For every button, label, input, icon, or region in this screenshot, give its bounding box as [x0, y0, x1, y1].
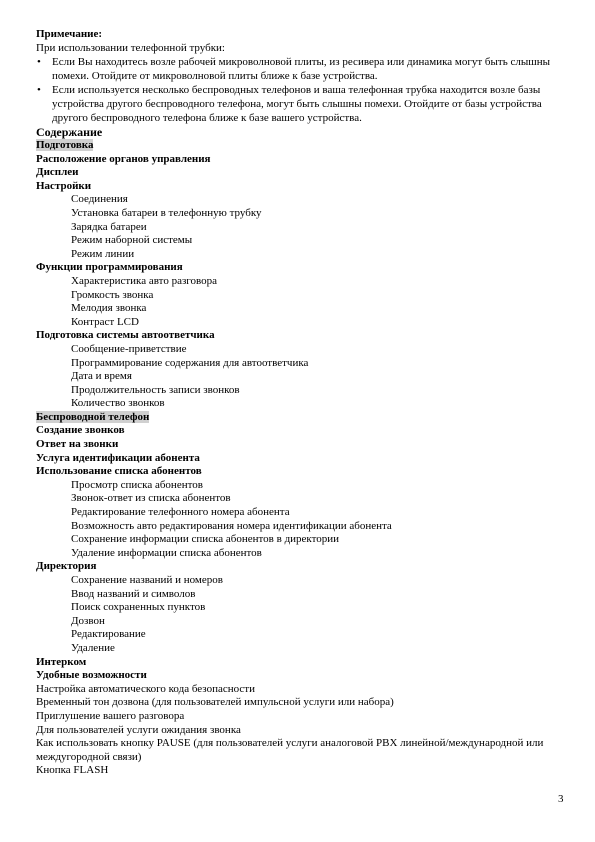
bullet-icon: • — [37, 84, 41, 96]
toc-section-heading — [36, 261, 566, 275]
toc-section-heading — [36, 411, 566, 425]
toc-section-label: Директория — [36, 560, 97, 573]
toc-subitem: Поиск сохраненных пунктов — [71, 601, 206, 614]
toc-subitem: Количество звонков — [71, 397, 165, 410]
toc-subitem: Ввод названий и символов — [71, 587, 196, 600]
toc-subitem: Сохранение названий и номеров — [71, 574, 223, 586]
toc-section-heading — [36, 669, 566, 683]
bullet-icon: • — [37, 56, 41, 68]
note-bullet-text: Если используется несколько беспроводных телефонов и ваша телефонная трубка находится возле базы устройства другого беспроводного телефона, могут быть слышны помехи. Отойдите от базы устройства другого беспроводного телефона ближе к базе вашего устройства. — [52, 84, 542, 124]
toc-subitem: Режим наборной системы — [71, 234, 193, 247]
toc-subitem: Установка батареи в телефонную трубку — [71, 206, 262, 219]
toc-section-heading — [36, 139, 566, 153]
toc-subitem: Контраст LCD — [71, 315, 139, 328]
toc-section-heading — [36, 465, 566, 479]
toc-section-heading — [36, 180, 566, 194]
toc-subitem: Продолжительность записи звонков — [71, 383, 240, 396]
toc-subitem: Громкость звонка — [71, 288, 154, 301]
toc-section-label: Удобные возможности — [36, 669, 147, 682]
toc-item: Для пользователей услуги ожидания звонка — [36, 723, 241, 736]
toc-section-label: Беспроводной телефон — [36, 410, 150, 423]
note-intro: При использовании телефонной трубки: — [36, 42, 225, 54]
toc-section-heading — [36, 329, 566, 343]
toc-section-label: Услуга идентификации абонента — [36, 451, 200, 464]
toc-section-label: Создание звонков — [36, 424, 125, 437]
toc-section-label: Расположение органов управления — [36, 152, 211, 165]
toc-section-heading — [36, 452, 566, 466]
toc-section-label: Ответ на звонки — [36, 438, 119, 451]
toc-section-label: Использование списка абонентов — [36, 465, 202, 478]
toc-subitem: Удаление — [71, 641, 115, 654]
note-bullet — [36, 83, 566, 125]
toc-section-label: Подготовка — [36, 139, 94, 151]
toc-subitem: Режим линии — [71, 247, 135, 260]
toc-item: Временный тон дозвона (для пользователей импульсной услуги или набора) — [36, 696, 394, 709]
toc-list — [36, 139, 566, 778]
note-title: Примечание: — [36, 28, 103, 40]
toc-section-label: Подготовка системы автоответчика — [36, 329, 215, 342]
toc-section-label: Дисплеи — [36, 166, 79, 179]
toc-subitem: Зарядка батареи — [71, 220, 147, 233]
toc-section-heading — [36, 560, 566, 574]
toc-subitem: Мелодия звонка — [71, 302, 147, 315]
toc-item: Кнопка FLASH — [36, 764, 109, 777]
toc-subitem: Дозвон — [71, 614, 105, 627]
toc-subitem: Возможность авто редактирования номера идентификации абонента — [71, 519, 392, 532]
toc-subitem: Удаление информации списка абонентов — [71, 546, 262, 559]
toc-item: Как использовать кнопку PAUSE (для пользователей услуги аналоговой PBX линейной/международной или междугородной связи) — [36, 737, 544, 763]
toc-subitem: Сохранение информации списка абонентов в директории — [71, 533, 340, 546]
toc-item: Приглушение вашего разговора — [36, 709, 185, 722]
toc-subitem: Сообщение-приветствие — [71, 342, 187, 355]
toc-section-label: Функции программирования — [36, 261, 183, 274]
toc-subitem: Программирование содержания для автоответчика — [71, 356, 309, 369]
toc-subitem: Соединения — [71, 193, 128, 206]
toc-subitem: Просмотр списка абонентов — [71, 478, 203, 491]
toc-section-heading — [36, 153, 566, 167]
toc-subitem: Редактирование телефонного номера абонента — [71, 506, 290, 519]
toc-section-heading — [36, 424, 566, 438]
page-number: 3 — [558, 793, 564, 805]
document-page — [36, 27, 566, 778]
toc-title: Содержание — [36, 125, 103, 139]
toc-section-heading — [36, 656, 566, 670]
toc-item: Настройка автоматического кода безопасности — [36, 682, 255, 695]
toc-subitem: Дата и время — [71, 370, 132, 383]
toc-section-heading — [36, 438, 566, 452]
toc-subitem: Редактирование — [71, 628, 146, 641]
note-bullet-text: Если Вы находитесь возле рабочей микроволновой плиты, из ресивера или динамика могут быть слышны помехи. Отойдите от микроволновой плиты ближе к базе устройства. — [52, 56, 550, 82]
toc-subitem: Звонок-ответ из списка абонентов — [71, 492, 231, 505]
toc-section-label: Настройки — [36, 179, 92, 192]
note-bullet — [36, 55, 566, 83]
note-bullet-list — [36, 55, 566, 125]
toc-section-heading — [36, 166, 566, 180]
toc-section-label: Интерком — [36, 655, 87, 668]
toc-subitem: Характеристика авто разговора — [71, 274, 218, 287]
